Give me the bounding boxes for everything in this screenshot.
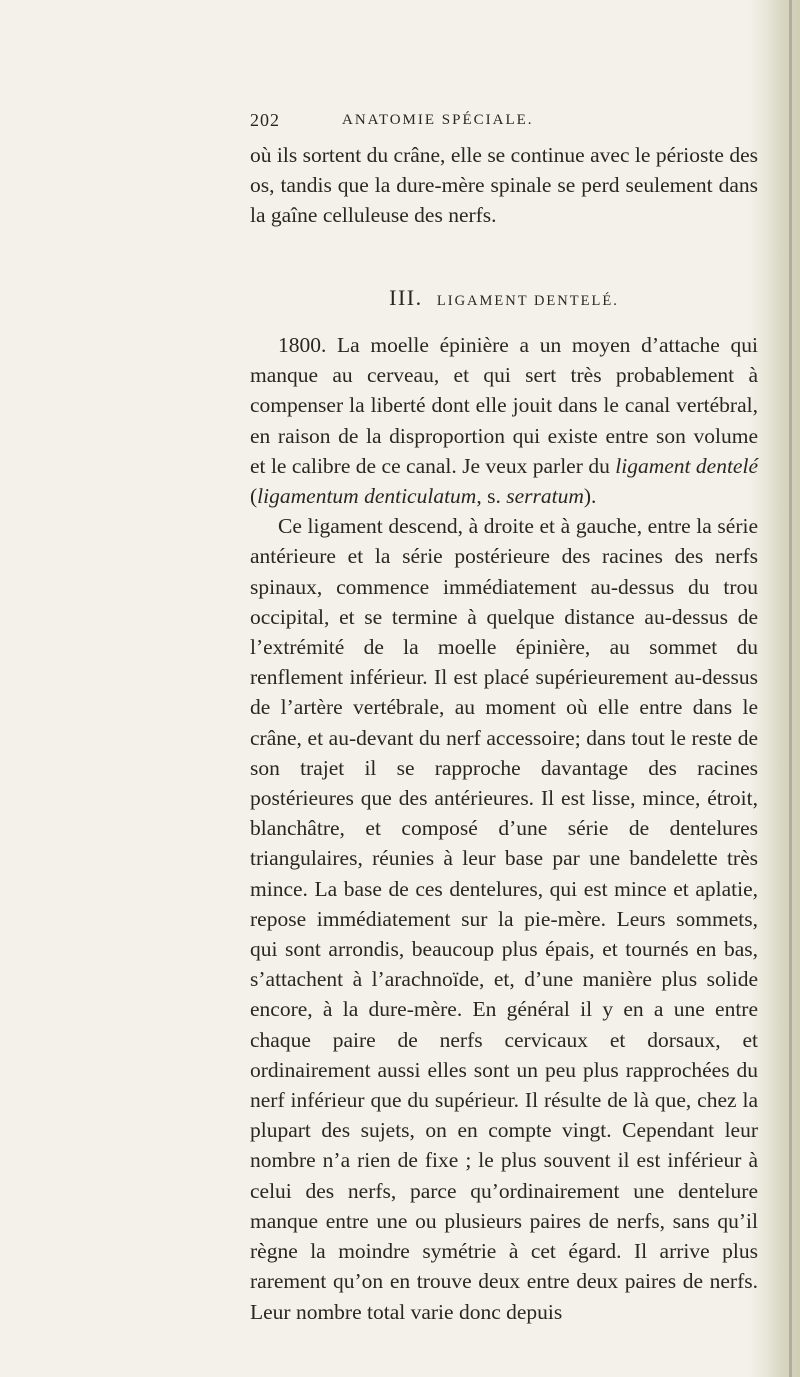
page-header <box>250 110 690 134</box>
section-heading <box>250 285 758 311</box>
page-edge-line <box>789 0 792 1377</box>
paragraph-text-before: La moelle épinière a un moyen d’attache qui manque au cerveau, et qui sert très probablement à compenser la liberté dont elle jouit dans le canal vertébral, en raison de la disproportion qui existe entre son volume et le calibre de ce canal. Je veux parler du <box>250 333 758 478</box>
section-title: LIGAMENT DENTELÉ. <box>436 293 619 309</box>
paragraph-text-after: ). <box>583 484 597 509</box>
paragraph-1800 <box>250 330 758 511</box>
main-text-block <box>250 330 758 1327</box>
section-number: III. <box>389 285 423 310</box>
paragraph-text-middle: ( <box>250 484 258 509</box>
opening-paragraph-block <box>250 140 758 231</box>
opening-paragraph: où ils sortent du crâne, elle se continue avec le périoste des os, tandis que la dure-mère spinale se perd seulement dans la gaîne celluleuse des nerfs. <box>250 143 758 228</box>
paragraph-text-sep: , s. <box>476 484 507 509</box>
term-serratum: serratum <box>506 484 584 509</box>
running-head: ANATOMIE SPÉCIALE. <box>342 112 534 128</box>
page-number: 202 <box>250 110 280 130</box>
paragraph-number: 1800. <box>278 333 327 357</box>
term-ligamentum-denticulatum: ligamentum denticulatum <box>257 484 477 509</box>
term-ligament-dentele: ligament dentelé <box>615 453 758 478</box>
paragraph-ligament-description: Ce ligament descend, à droite et à gauche, entre la série antérieure et la série postérieure des racines des nerfs spinaux, commence immédiatement au-dessus du trou occipital, et se termine à quelque distance au-dessus de l’extrémité de la moelle épinière, au sommet du renflement inférieur. Il est placé supérieurement au-dessus de l’artère vertébrale, au moment où elle entre dans le crâne, et au-devant du nerf accessoire; dans tout le reste de son trajet il se rapproche davantage des racines postérieures que des antérieures. Il est lisse, mince, étroit, blanchâtre, et composé d’une série de dentelures triangulaires, réunies à leur base par une bandelette très mince. La base de ces dentelures, qui est mince et aplatie, repose immédiatement sur la pie-mère. Leurs sommets, qui sont arrondis, beaucoup plus épais, et tournés en bas, s’attachent à l’arachnoïde, et, d’une manière plus solide encore, à la dure-mère. En général il y en a une entre chaque paire de nerfs cervicaux et dorsaux, et ordinairement aussi elles sont un peu plus rapprochées du nerf inférieur que du supérieur. Il résulte de là que, chez la plupart des sujets, on en compte vingt. Cependant leur nombre n’a rien de fixe ; le plus souvent il est inférieur à celui des nerfs, parce qu’ordinairement une dentelure manque entre une ou plusieurs paires de nerfs, sans qu’il règne la moindre symétrie à cet égard. Il arrive plus rarement qu’on en trouve deux entre deux paires de nerfs. Leur nombre total varie donc depuis <box>250 514 758 1324</box>
